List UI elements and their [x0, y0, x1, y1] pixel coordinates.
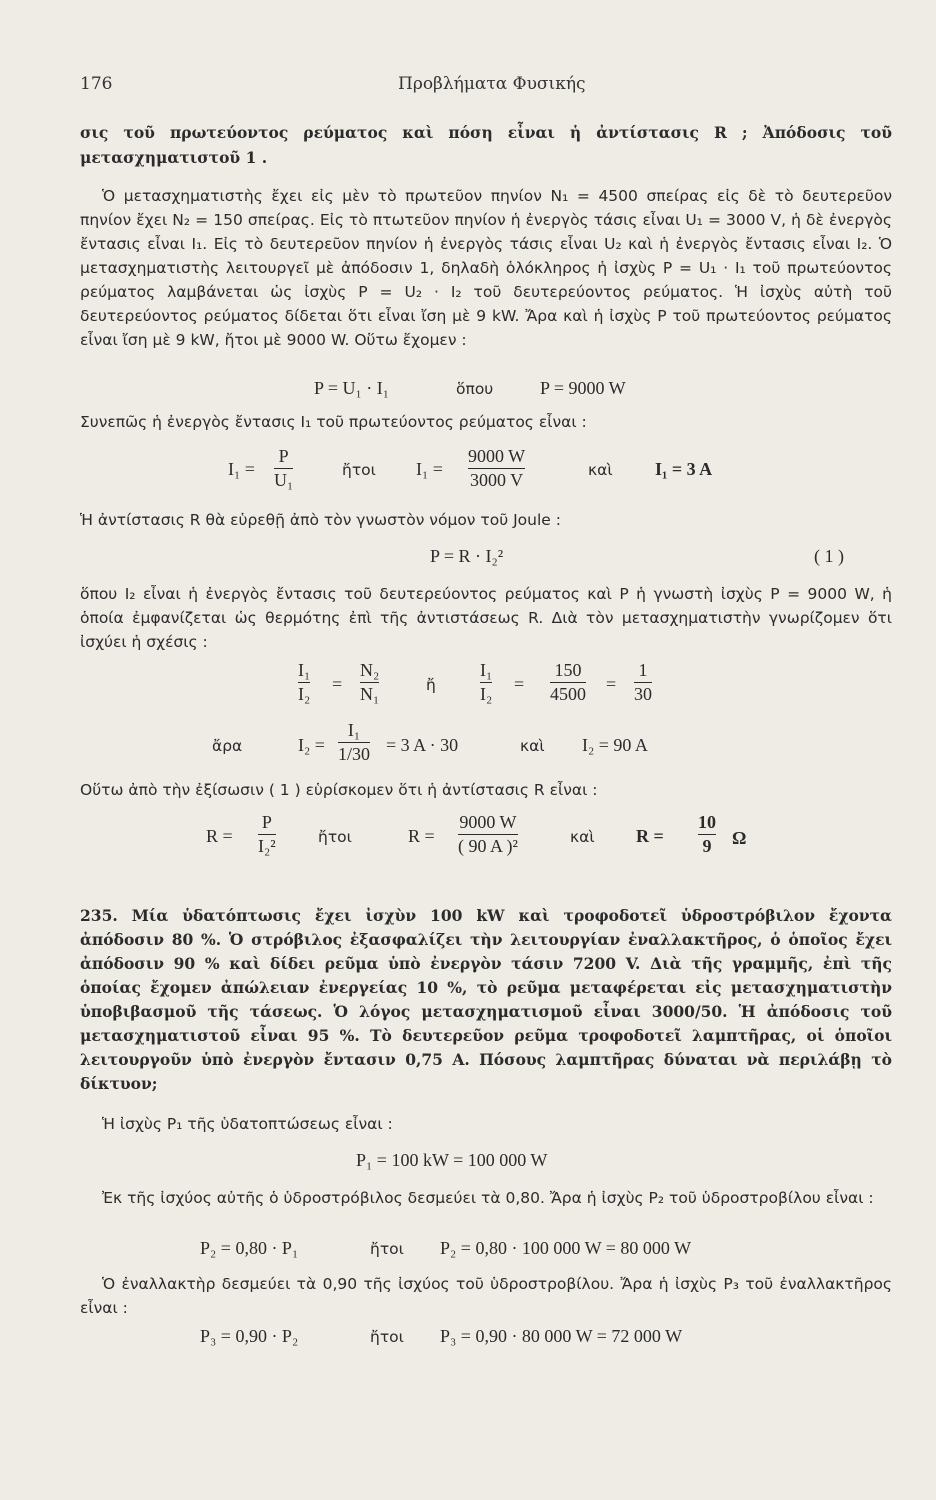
word-itoi: ἤτοι: [370, 1240, 404, 1258]
equation-i1-lhs: I₁ =: [228, 459, 255, 479]
result-r-lhs: R =: [636, 826, 664, 846]
denominator: I₂: [298, 684, 311, 704]
numerator: I₁: [298, 660, 311, 680]
fraction-n2-over-n1: [360, 660, 379, 705]
equation-p3-b: P₃ = 0,90 · 80 000 W = 72 000 W: [440, 1326, 683, 1346]
fraction-i1-over-i2-b: [480, 660, 492, 705]
numerator: 1: [638, 660, 648, 680]
result-i1: I₁ = 3 A: [655, 459, 713, 479]
numerator: I₁: [347, 720, 361, 740]
equals-sign: =: [514, 674, 525, 694]
denominator: 9: [702, 836, 712, 856]
paragraph-transformer-data: Ὁ μετασχηματιστὴς ἔχει εἰς μὲν τὸ πρωτεῦον πηνίον N₁ = 4500 σπείρας εἰς δὲ τὸ δευτερεῦον πηνίον ἔχει N₂ = 150 σπείρας. Εἰς τὸ πτωτεῦον πηνίον ἡ ἐνεργὸς τάσις εἶναι U₁ = 3000 V, ἡ δὲ ἐνεργὸς ἔντασις εἶναι I₁. Εἰς τὸ δευτερεῦον πηνίον ἡ ἐνεργὸς τάσις εἶναι U₂ καὶ ἡ ἐνεργὸς ἔντασις εἶναι I₂. Ὁ μετασχηματιστὴς λειτουργεῖ μὲ ἀπόδοσιν 1, δηλαδὴ ὁλόκληρος ἡ ἰσχὺς P = U₁ · I₁ τοῦ πρωτεύοντος ρεύματος λαμβάνεται ὡς ἰσχὺς P = U₂ · I₂ τοῦ δευτερεύοντος ρεύματος. Ἡ ἰσχὺς αὐτὴ τοῦ δευτερεύοντος ρεύματος δίδεται ὅτι εἶναι ἴση μὲ 9 kW. Ἄρα καὶ ἡ ἰσχὺς P τοῦ πρωτεύοντος ρεύματος εἶναι ἴση μὲ 9 kW, ἤτοι μὲ 9000 W. Οὕτω ἔχομεν :: [80, 187, 892, 349]
paragraph-resistance-intro: Οὕτω ἀπὸ τὴν ἐξίσωσιν ( 1 ) εὑρίσκομεν ὅτι ἡ ἀντίστασις R εἶναι :: [80, 781, 598, 799]
fraction-p-over-u1: [274, 446, 293, 491]
equation-where: ὅπου: [456, 380, 494, 398]
equation-power-value: P = 9000 W: [540, 378, 626, 398]
fraction-9000-over-3000: [468, 446, 525, 491]
denominator: 1/30: [338, 744, 371, 764]
numerator: N₂: [360, 660, 380, 680]
equation-p2-b: P₂ = 0,80 · 100 000 W = 80 000 W: [440, 1238, 692, 1258]
word-kai: καὶ: [588, 461, 613, 479]
denominator: ( 90 A )²: [458, 836, 518, 856]
equation-p2-a: P₂ = 0,80 · P₁: [200, 1238, 299, 1258]
result-r-unit: Ω: [732, 828, 747, 848]
page-number: 176: [80, 74, 113, 94]
denominator: 30: [634, 684, 652, 704]
word-or: ἤ: [426, 676, 436, 694]
denominator: N₁: [360, 684, 380, 704]
equation-i1b-lhs: I₁ =: [416, 459, 443, 479]
equation-p1: P₁ = 100 kW = 100 000 W: [356, 1150, 548, 1170]
denominator: 4500: [550, 684, 586, 704]
denominator: I₂: [480, 684, 493, 704]
numerator: P: [278, 446, 289, 466]
equation-power: P = U₁ · I₁: [314, 378, 390, 398]
denominator: I₂²: [258, 836, 276, 856]
denominator: 3000 V: [469, 470, 524, 490]
paragraph-current-ratio-intro: ὅπου I₂ εἶναι ἡ ἐνεργὸς ἔντασις τοῦ δευτερεύοντος ρεύματος καὶ P ἡ γνωστὴ ἰσχὺς P = 9000 W, ἡ ὁποία ἐμφανίζεται ὡς θερμότης ἐπὶ τῆς ἀντιστάσεως R. Διὰ τὸν μετασχηματιστὴν γνωρίζομεν ὅτι ἰσχύει ἡ σχέσις :: [80, 585, 892, 651]
equation-i2-mid: = 3 A · 30: [386, 735, 459, 755]
equals-sign: =: [606, 674, 617, 694]
fraction-10-over-9: [698, 812, 716, 857]
numerator: I₁: [480, 660, 493, 680]
word-itoi: ἤτοι: [318, 828, 352, 846]
fraction-1-over-30: [634, 660, 652, 705]
word-itoi: ἤτοι: [342, 461, 376, 479]
equals-sign: =: [332, 674, 343, 694]
fraction-150-over-4500: [550, 660, 586, 705]
fraction-9000-over-90sq: [458, 812, 518, 857]
paragraph-p3-intro: Ὁ ἐναλλακτὴρ δεσμεύει τὰ 0,90 τῆς ἰσχύος τοῦ ὑδροστροβίλου. Ἄρα ἡ ἰσχὺς P₃ τοῦ ἐναλλακτῆρος εἶναι :: [80, 1275, 892, 1317]
question-continuation: σις τοῦ πρωτεύοντος ρεύματος καὶ πόση εἶναι ἡ ἀντίστασις R ; Ἀπόδοσις τοῦ μετασχηματιστοῦ 1 .: [80, 123, 892, 167]
word-ara: ἄρα: [212, 737, 243, 755]
equation-rb-lhs: R =: [408, 826, 435, 846]
running-title: Προβλήματα Φυσικής: [398, 74, 586, 94]
denominator: U₁: [274, 470, 294, 490]
result-i2: I₂ = 90 A: [582, 735, 648, 755]
fraction-i1-over-1-30: [338, 720, 370, 765]
equation-joule: P = R · I₂²: [430, 546, 504, 566]
fraction-p-over-i2sq: [258, 812, 276, 857]
word-kai: καὶ: [570, 828, 595, 846]
equation-tag-1: ( 1 ): [814, 546, 844, 566]
equation-r-lhs: R =: [206, 826, 233, 846]
numerator: P: [261, 812, 272, 832]
paragraph-joule-intro: Ἡ ἀντίστασις R θὰ εὑρεθῇ ἀπὸ τὸν γνωστὸν νόμον τοῦ Joule :: [80, 511, 561, 529]
paragraph-p1-intro: Ἡ ἰσχὺς P₁ τῆς ὑδατοπτώσεως εἶναι :: [102, 1115, 393, 1133]
paragraph-p2-intro: Ἐκ τῆς ἰσχύος αὐτῆς ὁ ὑδροστρόβιλος δεσμεύει τὰ 0,80. Ἄρα ἡ ἰσχὺς P₂ τοῦ ὑδροστροβίλου εἶναι :: [102, 1189, 874, 1207]
numerator: 10: [698, 812, 716, 832]
numerator: 9000 W: [459, 812, 517, 832]
equation-i2-lhs: I₂ =: [298, 735, 325, 755]
numerator: 150: [554, 660, 582, 680]
fraction-i1-over-i2: [298, 660, 310, 705]
problem-235: 235. Μία ὑδατόπτωσις ἔχει ἰσχὺν 100 kW καὶ τροφοδοτεῖ ὑδροστρόβιλον ἔχοντα ἀπόδοσιν 80 %. Ὁ στρόβιλος ἐξασφαλίζει τὴν λειτουργίαν ἐναλλακτῆρος, ὁ ὁποῖος ἔχει ἀπόδοσιν 90 % καὶ δίδει ρεῦμα ὑπὸ ἐνεργὸν τάσιν 7200 V. Διὰ τῆς γραμμῆς, ἐπὶ τῆς ὁποίας ἔχομεν ἀπώλειαν ἐνεργείας 10 %, τὸ ρεῦμα μεταφέρεται εἰς μετασχηματιστὴν ὑποβιβασμοῦ τῆς τάσεως. Ὁ λόγος μετασχηματισμοῦ εἶναι 3000/50. Ἡ ἀπόδοσις τοῦ μετασχηματιστοῦ εἶναι 95 %. Τὸ δευτερεῦον ρεῦμα τροφοδοτεῖ λαμπτῆρας, οἱ ὁποῖοι λειτουργοῦν ὑπὸ ἐνεργὸν ἔντασιν 0,75 A. Πόσους λαμπτῆρας δύναται νὰ περιλάβῃ τὸ δίκτυον;: [80, 906, 892, 1093]
numerator: 9000 W: [468, 446, 526, 466]
equation-p3-a: P₃ = 0,90 · P₂: [200, 1326, 299, 1346]
word-kai: καὶ: [520, 737, 545, 755]
paragraph-current-intro: Συνεπῶς ἡ ἐνεργὸς ἔντασις I₁ τοῦ πρωτεύοντος ρεύματος εἶναι :: [80, 413, 587, 431]
word-itoi: ἤτοι: [370, 1328, 404, 1346]
